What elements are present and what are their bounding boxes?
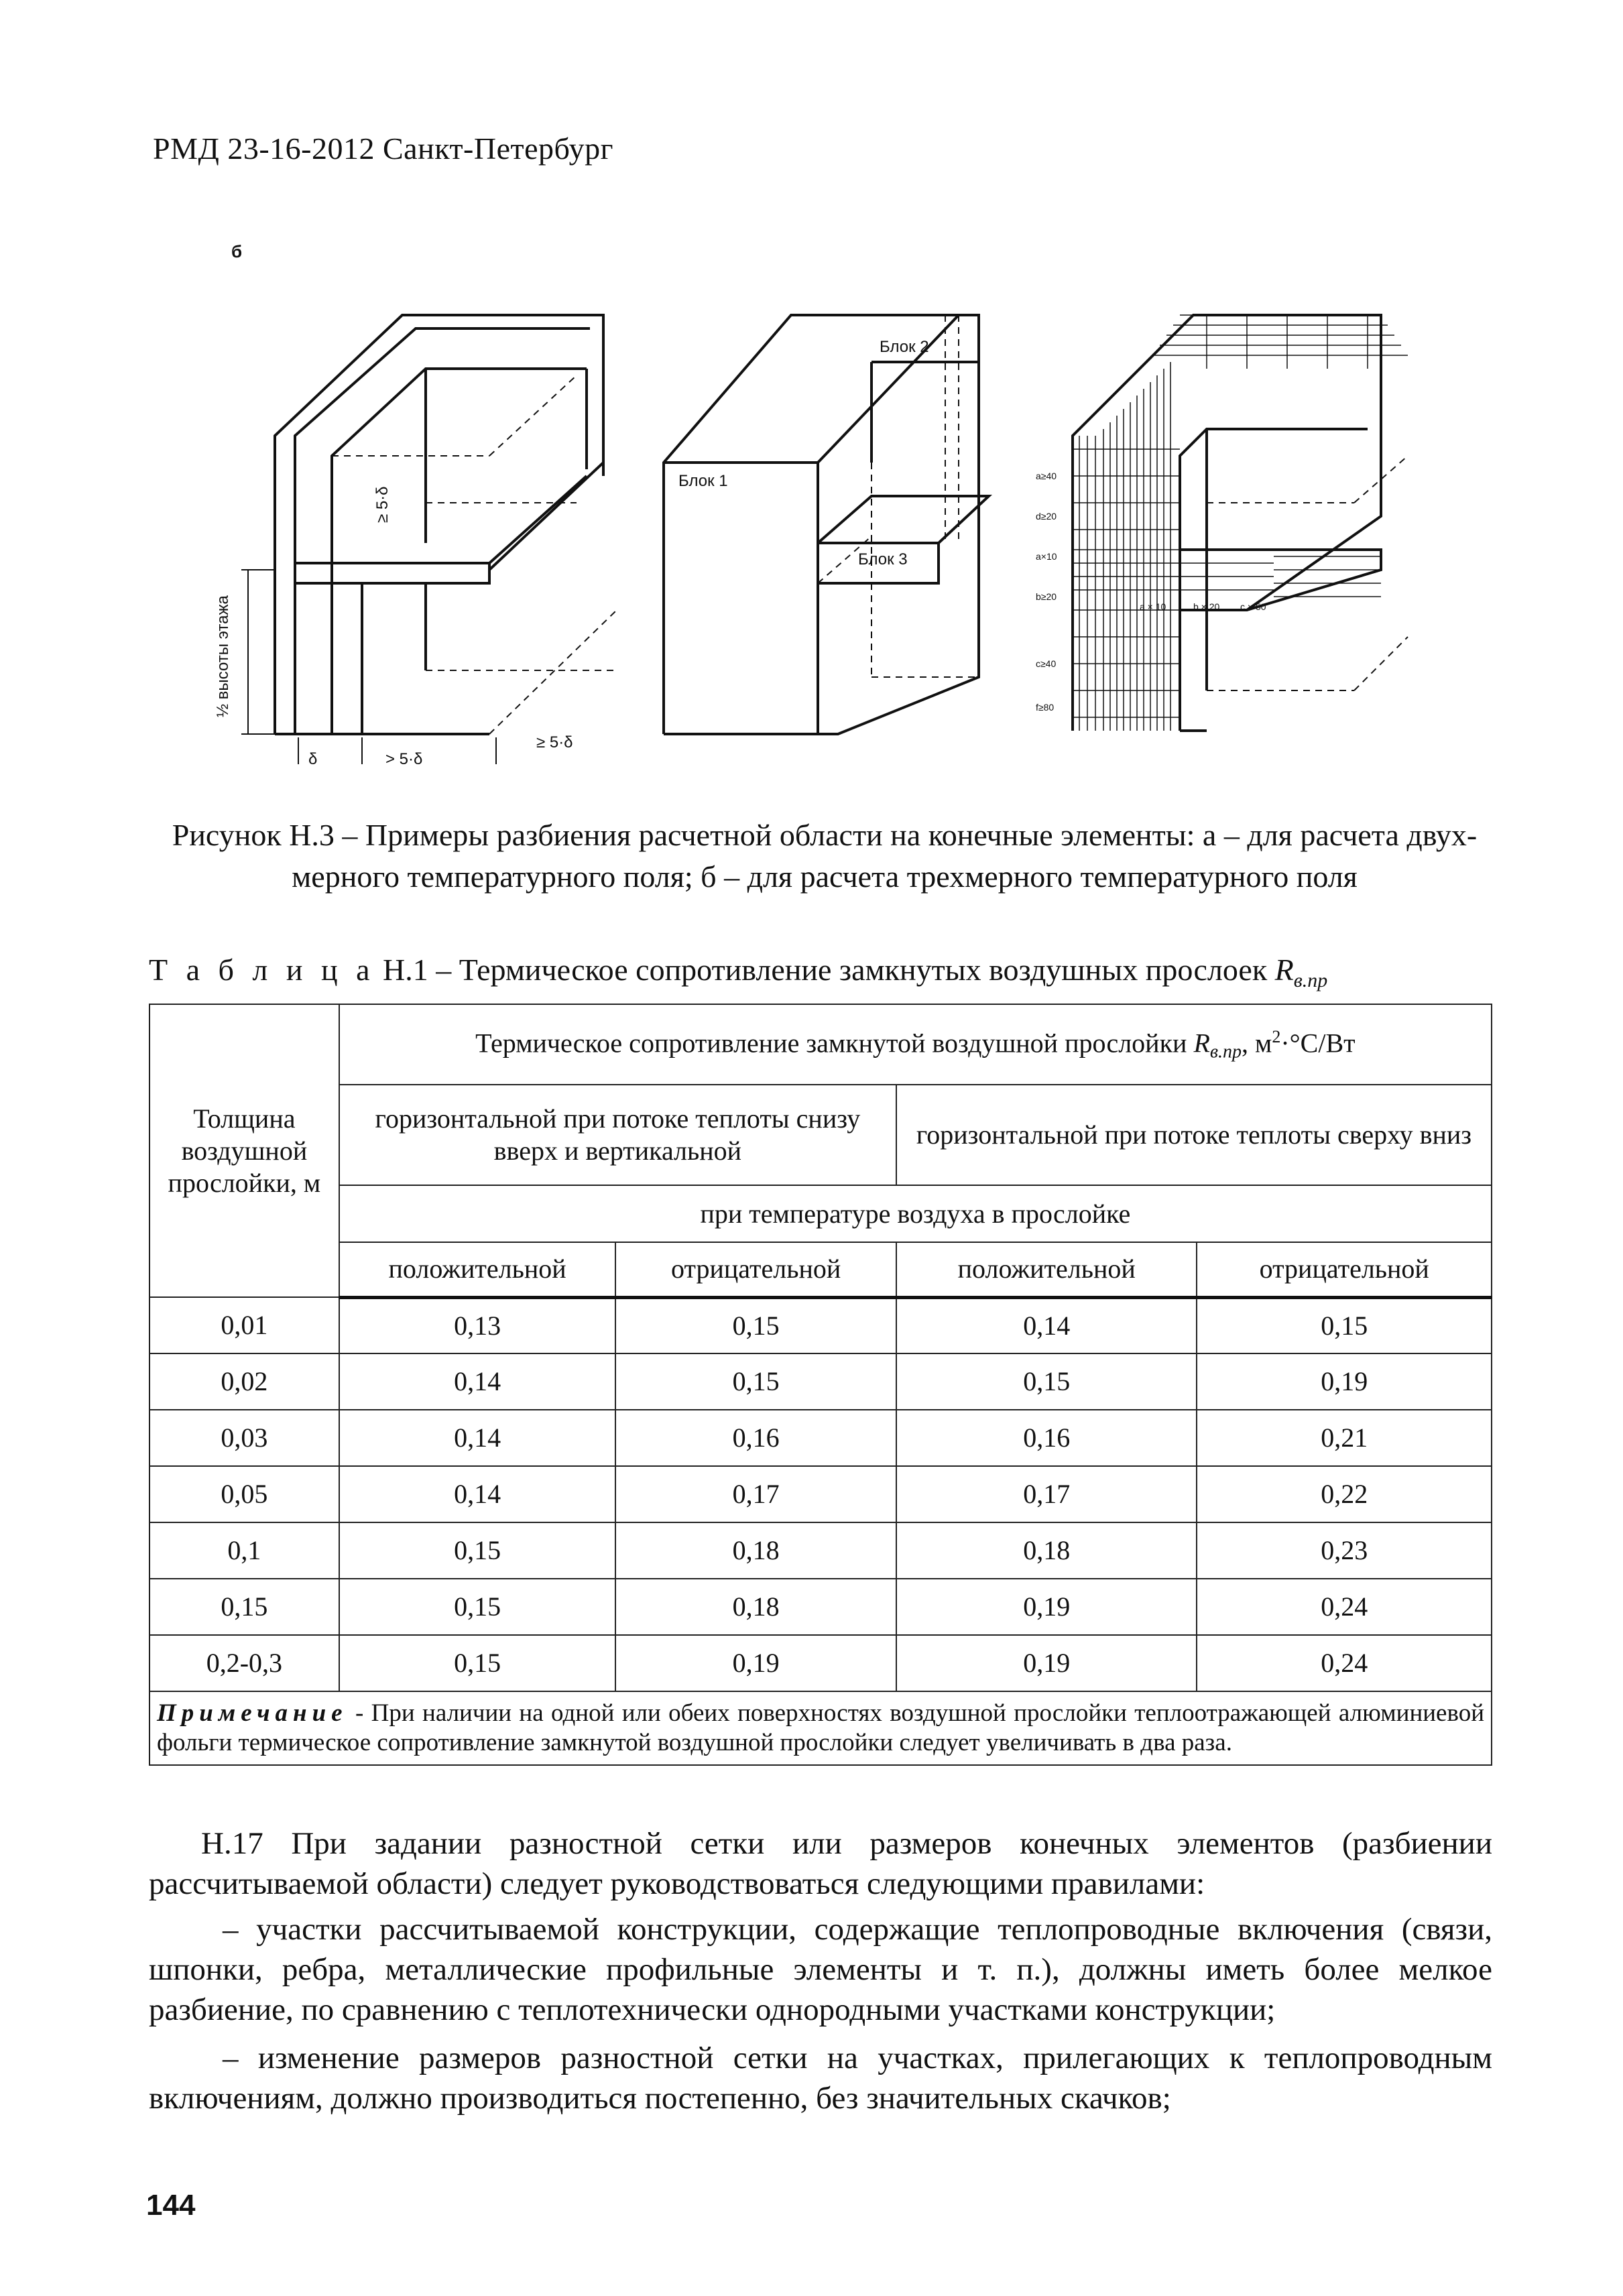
table-cell: 0,18 [615,1579,896,1635]
table-cell: 0,24 [1197,1579,1492,1635]
header-temp-row: при температуре воздуха в прослойке [339,1185,1492,1242]
figure-mesh-label-a: a≥40 [1036,471,1057,481]
table-cell: 0,23 [1197,1522,1492,1579]
table-cell: 0,14 [896,1297,1197,1353]
header-group-units-sup: 2 [1272,1026,1281,1046]
table-cell: 0,1 [149,1522,339,1579]
table-row [149,1297,1492,1353]
table-title-prefix: Т а б л и ц а [149,953,375,987]
table-cell: 0,19 [1197,1353,1492,1410]
figure-mesh-label-i: c × 50 [1240,601,1266,612]
table-cell: 0,17 [615,1466,896,1522]
paragraph-h17: Н.17 При задании разностной сетки или размеров конечных элементов (разбиении рассчитываемой области) следует руководствоваться следующими правилами: [149,1826,1492,1901]
header-group [339,1004,1492,1085]
figure-mesh-label-g: a × 10 [1140,601,1166,612]
table-row [149,1522,1492,1579]
table-title-subscript: в.пр [1293,969,1328,991]
table-cell: 0,05 [149,1466,339,1522]
table-cell: 0,16 [896,1410,1197,1466]
table-title-text: Н.1 – Термическое сопротивление замкнутых воздушных прослоек [375,953,1275,987]
table-cell: 0,2-0,3 [149,1635,339,1691]
header-col-4: отрицательной [1197,1242,1492,1297]
table-cell: 0,21 [1197,1410,1492,1466]
table-cell: 0,15 [1197,1297,1492,1353]
header-group-symbol: R [1193,1028,1210,1059]
figure-label-dim-vertical: ≥ 5·δ [373,486,392,523]
table-cell: 0,15 [615,1353,896,1410]
header-col-2: отрицательной [615,1242,896,1297]
table-cell: 0,15 [339,1635,616,1691]
table-cell: 0,14 [339,1353,616,1410]
header-group-title: Термическое сопротивление замкнутой воздушной прослойки [475,1028,1187,1059]
header-sub-right: горизонтальной при потоке теплоты сверху вниз [896,1085,1492,1185]
table-note [149,1691,1492,1765]
table-cell: 0,22 [1197,1466,1492,1522]
figure-label-half-height: ½ высоты этажа [214,595,232,717]
table-cell: 0,15 [339,1522,616,1579]
header-col-1: положительной [339,1242,616,1297]
figure-mesh-label-c: a×10 [1036,551,1057,562]
table-note-label: Примечание [157,1699,348,1727]
figure-label-block3: Блок 3 [858,550,908,568]
table-cell: 0,19 [615,1635,896,1691]
figure-label-block1: Блок 1 [678,472,728,490]
table-row [149,1410,1492,1466]
table-cell: 0,15 [615,1297,896,1353]
header-group-subscript: в.пр [1209,1041,1242,1063]
page-number: 144 [146,2189,196,2222]
figure-h3 [201,302,1441,784]
figure-mesh-label-f: f≥80 [1036,702,1055,713]
figure-label-block2: Блок 2 [880,338,929,356]
table-cell: 0,16 [615,1410,896,1466]
thermal-resistance-table [149,1004,1492,1766]
table-cell: 0,18 [896,1522,1197,1579]
table-cell: 0,19 [896,1579,1197,1635]
figure-mesh-label-d: b≥20 [1036,591,1057,602]
table-note-row [149,1691,1492,1765]
paragraph-rule-2: – изменение размеров разностной сетки на участках, прилегающих к теплопроводным включениям, должно производиться постепенно, без значительных скачков; [149,2041,1492,2116]
table-cell: 0,17 [896,1466,1197,1522]
table-cell: 0,01 [149,1297,339,1353]
header-col-3: положительной [896,1242,1197,1297]
table-cell: 0,02 [149,1353,339,1410]
header-sub-left: горизонтальной при потоке теплоты снизу вверх и вертикальной [339,1085,896,1185]
table-cell: 0,14 [339,1410,616,1466]
header-thickness: Толщина воздушной прослойки, м [149,1004,339,1297]
table-cell: 0,18 [615,1522,896,1579]
table-note-text: - При наличии на одной или обеих поверхностях воздушной прослойки теплоотражающей алюминиевой фольги термическое сопротивление замкнутой воздушной прослойки следует увеличивать в два раза. [157,1699,1484,1756]
table-cell: 0,14 [339,1466,616,1522]
figure-drawing [201,302,1441,784]
table-cell: 0,13 [339,1297,616,1353]
figure-mesh-label-h: b × 20 [1193,601,1220,612]
table-cell: 0,19 [896,1635,1197,1691]
figure-mesh-label-e: c≥40 [1036,658,1057,669]
figure-caption: Рисунок Н.3 – Примеры разбиения расчетной области на конечные элементы: а – для расчета двух-мерного температурного поля; б – для расчета трехмерного температурного поля [172,818,1478,894]
table-cell: 0,15 [149,1579,339,1635]
figure-mesh-label-b: d≥20 [1036,511,1057,522]
paragraph-rule-1: – участки рассчитываемой конструкции, содержащие теплопроводные включения (связи, шпонки, ребра, металлические профильные элементы и т. п.), должны иметь более мелкое разбиение, по сравнению с теплотехнически однородными участками конструкции; [149,1912,1492,2027]
header-group-units: , м [1242,1028,1272,1059]
table-row [149,1635,1492,1691]
table-cell: 0,15 [339,1579,616,1635]
table-row [149,1579,1492,1635]
figure-label-dim-bottom-1: δ [308,750,318,768]
table-cell: 0,03 [149,1410,339,1466]
table-row [149,1466,1492,1522]
header-group-units-tail: ·°С/Вт [1280,1028,1356,1059]
table-cell: 0,24 [1197,1635,1492,1691]
figure-label-dim-bottom-2: > 5·δ [385,750,423,768]
figure-letter: б [231,241,243,261]
document-header: РМД 23-16-2012 Санкт-Петербург [153,131,614,166]
table-row [149,1353,1492,1410]
figure-label-dim-bottom-3: ≥ 5·δ [536,733,573,751]
table-title-symbol: R [1274,953,1294,987]
table-cell: 0,15 [896,1353,1197,1410]
table-title [149,952,1327,992]
